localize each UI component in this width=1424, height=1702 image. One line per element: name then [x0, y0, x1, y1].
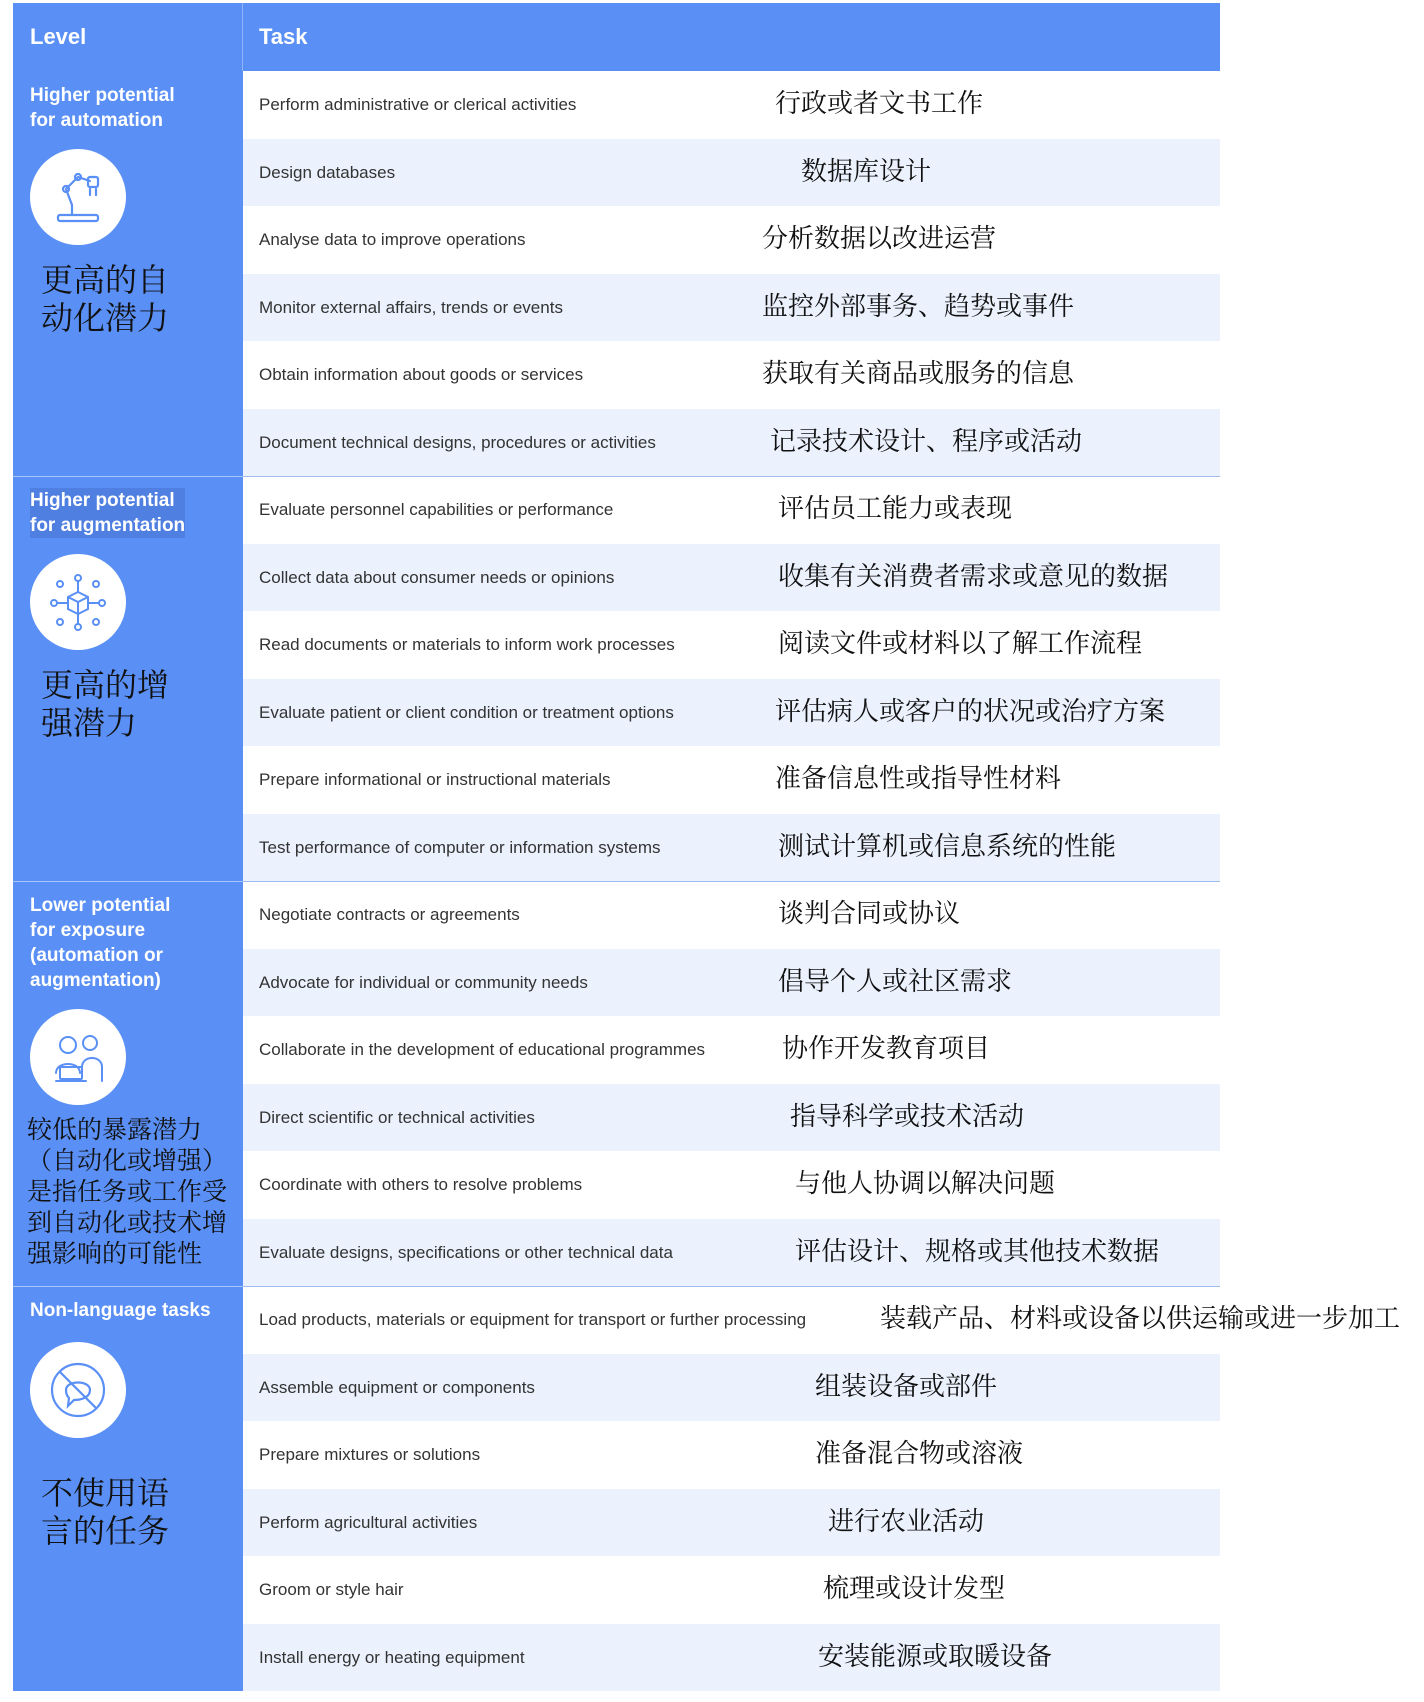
task-chinese: 协作开发教育项目: [782, 1034, 991, 1064]
task-chinese: 进行农业活动: [828, 1506, 985, 1537]
group-divider: [243, 881, 1220, 882]
task-chinese: 数据库设计: [801, 156, 932, 187]
table-row: [243, 1624, 1220, 1691]
task-chinese: 评估病人或客户的状况或治疗方案: [775, 696, 1166, 727]
header-task: Task: [259, 24, 308, 49]
task-chinese: 测试计算机或信息系统的性能: [778, 831, 1117, 862]
level-title: Higher potential for augmentation: [30, 490, 186, 536]
task-english: Evaluate personnel capabilities or performance: [259, 500, 614, 519]
level-separator: [13, 476, 243, 477]
table-row: [243, 206, 1220, 273]
table-row: [243, 679, 1220, 746]
header-level: Level: [30, 24, 87, 49]
task-chinese: 评估设计、规格或其他技术数据: [795, 1236, 1160, 1267]
robot-arm-icon: [30, 149, 126, 245]
task-english: Prepare mixtures or solutions: [259, 1445, 481, 1464]
table-row: [243, 274, 1220, 341]
task-chinese: 与他人协调以解决问题: [795, 1169, 1056, 1199]
level-chinese-label: 较低的暴露潜力 （自动化或增强） 是指任务或工作受 到自动化或技术增 强影响的可能性: [27, 1115, 228, 1268]
table-row: [243, 341, 1220, 408]
task-english: Direct scientific or technical activities: [259, 1107, 535, 1127]
table-row: [243, 814, 1220, 881]
level-chinese-label: 不使用语 言的任务: [41, 1474, 170, 1550]
table-row: [243, 881, 1220, 948]
task-chinese: 安装能源或取暖设备: [818, 1641, 1053, 1672]
header-divider: [242, 3, 243, 71]
task-chinese: 行政或者文书工作: [775, 89, 984, 119]
task-chinese: 获取有关商品或服务的信息: [762, 359, 1075, 389]
task-english: Collaborate in the development of educational programmes: [259, 1040, 706, 1059]
level-title: Non-language tasks: [30, 1300, 211, 1321]
level-cell-2: [13, 476, 243, 881]
level-title: Lower potential for exposure (automation or augmentation): [30, 895, 171, 991]
task-english: Read documents or materials to inform work processes: [259, 635, 675, 654]
table-row: [243, 71, 1220, 138]
task-chinese: 收集有关消费者需求或意见的数据: [778, 561, 1169, 592]
no-speech-icon: [30, 1342, 126, 1438]
task-english: Load products, materials or equipment for transport or further processing: [259, 1310, 807, 1329]
task-english: Prepare informational or instructional materials: [259, 770, 611, 789]
group-divider: [243, 1286, 1220, 1287]
table-row: [243, 1354, 1220, 1421]
table-row: [243, 1286, 1401, 1353]
level-separator: [13, 881, 243, 882]
task-english: Obtain information about goods or services: [259, 365, 584, 384]
table-header: [13, 3, 1220, 71]
table-row: [243, 1556, 1220, 1623]
level-separator: [13, 1286, 243, 1287]
task-english: Document technical designs, procedures or activities: [259, 432, 656, 452]
task-english: Evaluate designs, specifications or other technical data: [259, 1242, 673, 1262]
task-english: Negotiate contracts or agreements: [259, 905, 520, 924]
table-row: [243, 949, 1220, 1016]
table-row: [243, 409, 1220, 476]
task-english: Assemble equipment or components: [259, 1377, 535, 1397]
task-chinese: 倡导个人或社区需求: [778, 966, 1013, 997]
task-english: Collect data about consumer needs or opinions: [259, 567, 615, 587]
table-row: [243, 1421, 1220, 1488]
network-cube-icon: [30, 554, 126, 650]
task-chinese: 评估员工能力或表现: [778, 494, 1013, 524]
table-row: [243, 1151, 1220, 1218]
task-english: Groom or style hair: [259, 1580, 404, 1599]
task-english: Test performance of computer or information systems: [259, 837, 661, 857]
task-chinese: 准备信息性或指导性材料: [775, 764, 1062, 794]
task-english: Coordinate with others to resolve problems: [259, 1175, 583, 1194]
task-english: Perform administrative or clerical activities: [259, 95, 577, 114]
level-cell-4: [13, 1286, 243, 1691]
table-row: [243, 611, 1220, 678]
task-english: Advocate for individual or community needs: [259, 972, 588, 992]
task-english: Evaluate patient or client condition or treatment options: [259, 702, 674, 722]
table-row: [243, 139, 1220, 206]
task-chinese: 记录技术设计、程序或活动: [770, 426, 1083, 457]
task-chinese: 阅读文件或材料以了解工作流程: [778, 629, 1143, 659]
table-row: [243, 1016, 1220, 1083]
level-chinese-label: 更高的自 动化潜力: [41, 261, 170, 337]
group-divider: [243, 476, 1220, 477]
task-english: Design databases: [259, 162, 396, 182]
table-row: [243, 746, 1220, 813]
task-chinese: 指导科学或技术活动: [790, 1101, 1025, 1132]
task-english: Install energy or heating equipment: [259, 1647, 525, 1667]
table-row: [243, 476, 1220, 543]
task-chinese: 组装设备或部件: [815, 1371, 998, 1402]
task-chinese: 装载产品、材料或设备以供运输或进一步加工: [880, 1304, 1401, 1334]
task-english: Monitor external affairs, trends or events: [259, 297, 563, 317]
table-row: [243, 1084, 1220, 1151]
task-chinese: 监控外部事务、趋势或事件: [762, 291, 1075, 322]
level-chinese-label: 更高的增 强潜力: [41, 666, 170, 742]
level-cell-3: [13, 881, 243, 1286]
table-row: [243, 544, 1220, 611]
task-chinese: 分析数据以改进运营: [762, 224, 997, 254]
task-english: Analyse data to improve operations: [259, 230, 526, 249]
level-title: Higher potential for automation: [30, 85, 175, 131]
table-row: [243, 1219, 1220, 1286]
table-row: [243, 1489, 1220, 1556]
task-chinese: 准备混合物或溶液: [815, 1439, 1024, 1469]
task-chinese: 谈判合同或协议: [778, 899, 961, 929]
task-chinese: 梳理或设计发型: [823, 1574, 1006, 1604]
people-laptop-icon: [30, 1009, 126, 1105]
level-cell-1: [13, 71, 243, 476]
task-english: Perform agricultural activities: [259, 1512, 478, 1532]
